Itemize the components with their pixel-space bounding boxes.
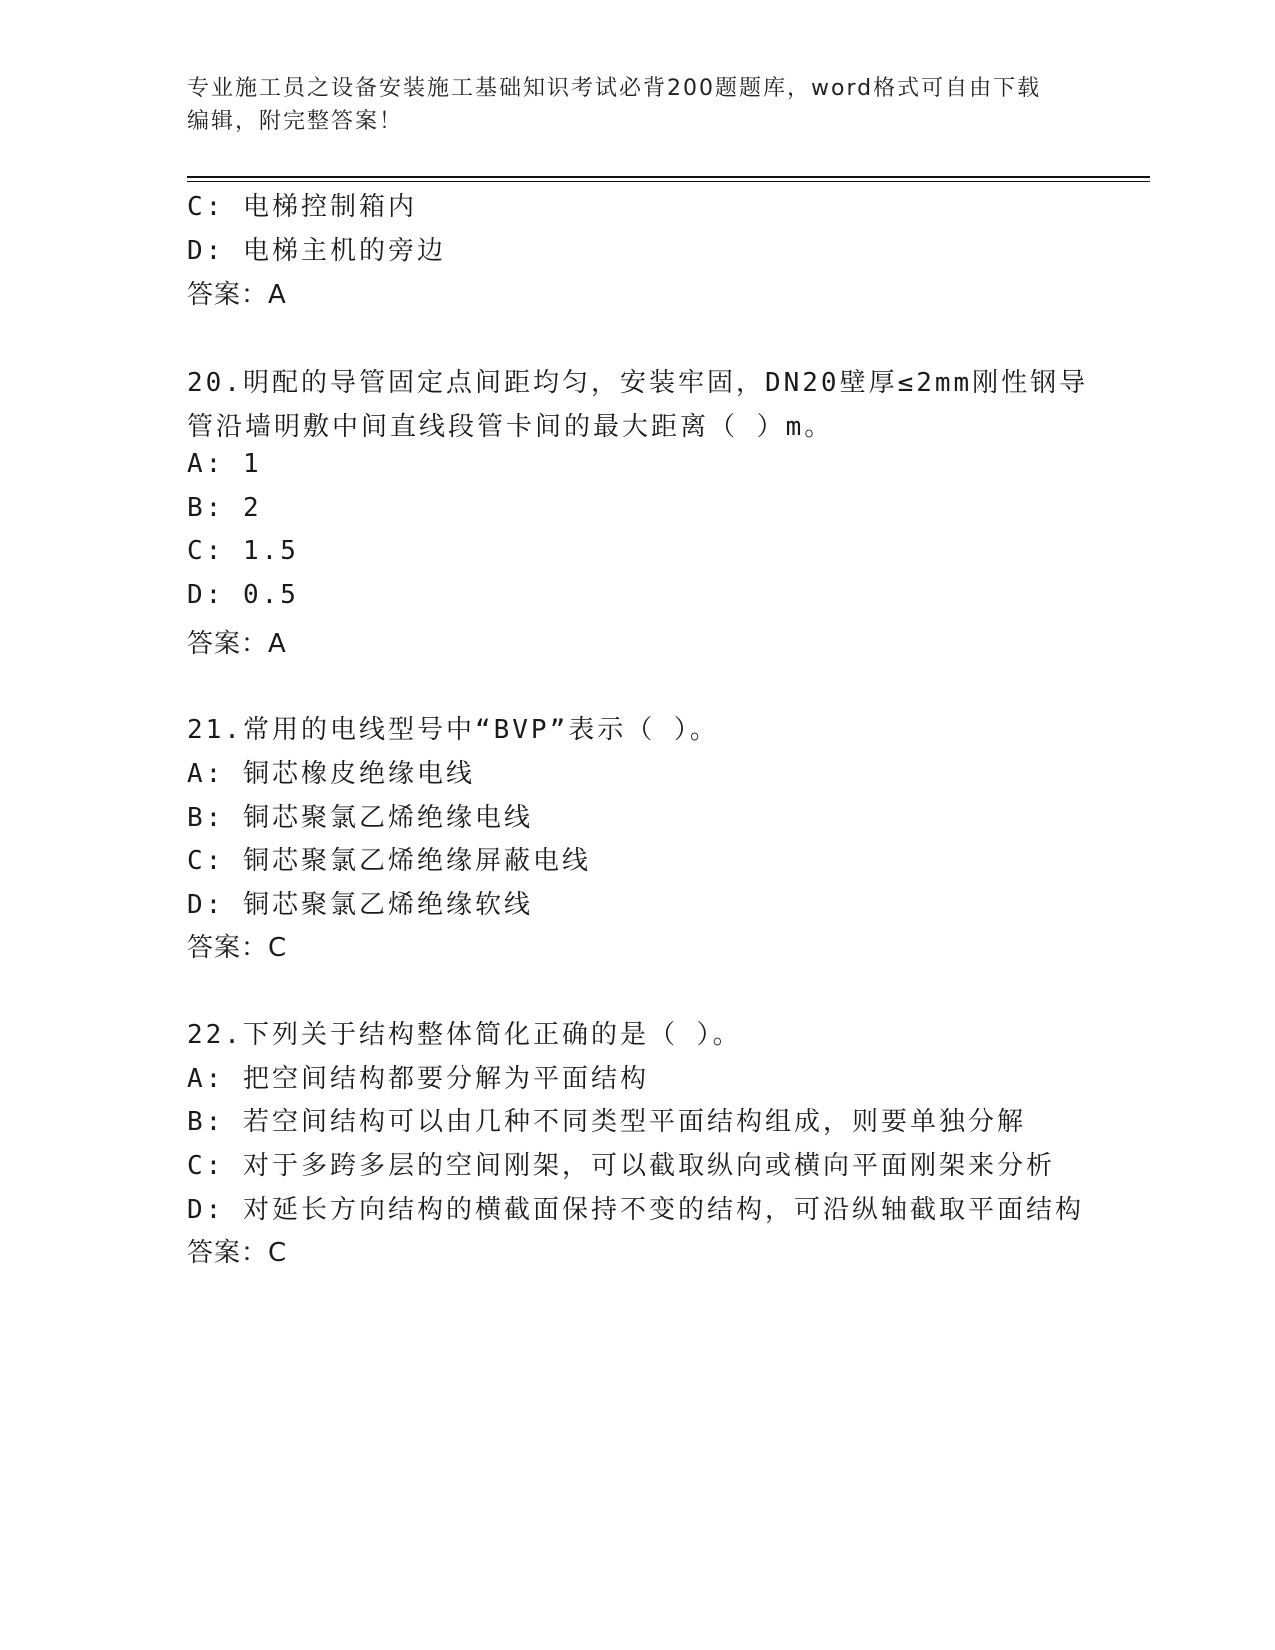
header-line-1: 专业施工员之设备安装施工基础知识考试必背200题题库，word格式可自由下载 [187,76,1042,101]
q20-stem-line-2: 管沿墙明敷中间直线段管卡间的最大距离（ ）m。 [187,412,834,442]
q21-option-d: D: 铜芯聚氯乙烯绝缘软线 [187,890,533,920]
q21-answer: 答案：C [187,933,288,963]
q22-option-c: C: 对于多跨多层的空间刚架，可以截取纵向或横向平面刚架来分析 [187,1151,1055,1181]
q22-option-d: D: 对延长方向结构的横截面保持不变的结构，可沿纵轴截取平面结构 [187,1195,1084,1225]
header-line-2: 编辑，附完整答案！ [187,109,404,134]
q20-answer: 答案：A [187,629,287,659]
header-rule-thick [187,176,1150,178]
q21-option-b: B: 铜芯聚氯乙烯绝缘电线 [187,803,533,833]
q20-option-a: A: 1 [187,449,262,479]
q20-option-b: B: 2 [187,493,262,523]
q21-stem: 21.常用的电线型号中“BVP”表示（ ）。 [187,715,719,745]
q22-answer: 答案：C [187,1238,288,1268]
q19-option-c: C: 电梯控制箱内 [187,192,417,222]
q20-option-d: D: 0.5 [187,580,299,610]
q22-stem: 22.下列关于结构整体简化正确的是（ ）。 [187,1020,742,1050]
q22-option-a: A: 把空间结构都要分解为平面结构 [187,1064,649,1094]
document-header [187,72,1087,138]
q20-option-c: C: 1.5 [187,536,299,566]
q20-stem-line-1: 20.明配的导管固定点间距均匀，安装牢固，DN20壁厚≤2mm刚性钢导 [187,368,1089,398]
q22-option-b: B: 若空间结构可以由几种不同类型平面结构组成，则要单独分解 [187,1107,1026,1137]
q21-option-a: A: 铜芯橡皮绝缘电线 [187,759,475,789]
q21-option-c: C: 铜芯聚氯乙烯绝缘屏蔽电线 [187,846,591,876]
q19-answer: 答案：A [187,280,287,310]
q19-option-d: D: 电梯主机的旁边 [187,236,446,266]
header-rule-thin [187,181,1150,182]
